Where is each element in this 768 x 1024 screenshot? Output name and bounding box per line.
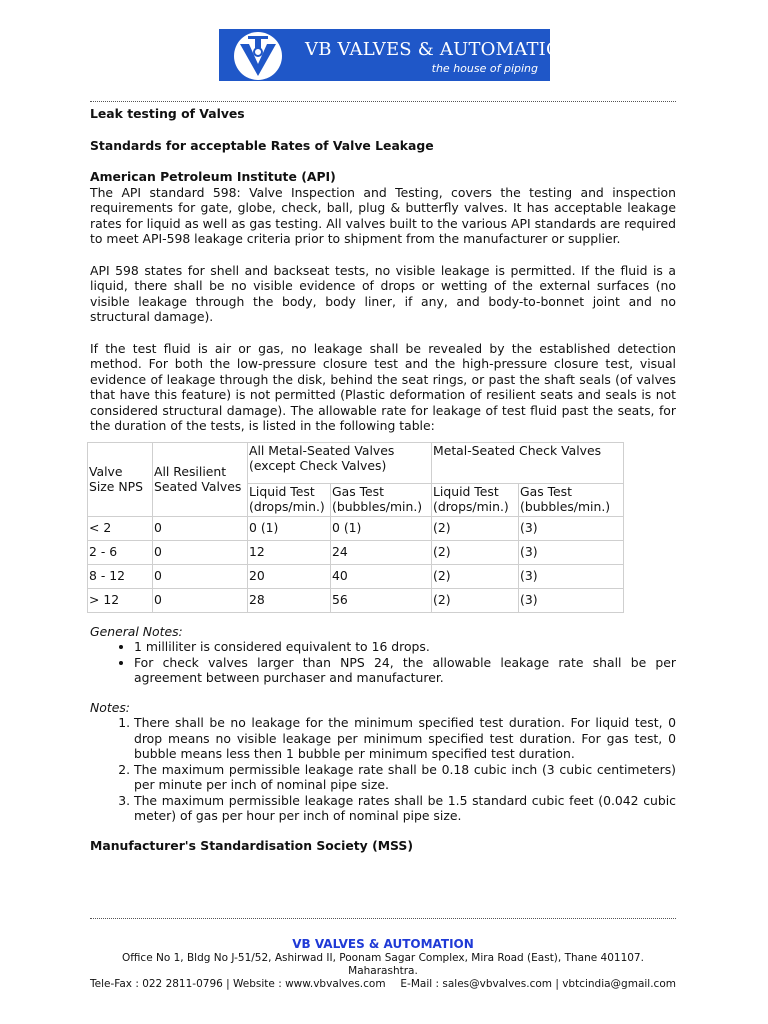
footer-email: E-Mail : sales@vbvalves.com | vbtcindia@gmail.com [400, 978, 676, 990]
logo-company-name: VB VALVES & AUTOMATION [305, 39, 577, 60]
cell-metal-gas: 24 [331, 540, 432, 564]
header-metal-gas: Gas Test (bubbles/min.) [331, 483, 432, 516]
document-subtitle: Standards for acceptable Rates of Valve Leakage [90, 137, 434, 153]
cell-check-gas: (3) [519, 588, 624, 612]
header-divider [90, 101, 676, 102]
cell-check-gas: (3) [519, 540, 624, 564]
cell-check-liquid: (2) [432, 564, 519, 588]
table-row [88, 540, 624, 564]
cell-metal-liquid: 0 (1) [248, 516, 331, 540]
page-footer [90, 937, 676, 991]
table-row [88, 564, 624, 588]
leakage-rate-table [87, 442, 624, 613]
cell-size: 8 - 12 [88, 564, 153, 588]
header-metal-seated: All Metal-Seated Valves (except Check Valves) [248, 442, 432, 483]
cell-metal-gas: 40 [331, 564, 432, 588]
header-check-valves: Metal-Seated Check Valves [432, 442, 624, 483]
cell-check-gas: (3) [519, 516, 624, 540]
cell-size: < 2 [88, 516, 153, 540]
api-paragraph-1: The API standard 598: Valve Inspection and Testing, covers the testing and inspection requirements for gate, globe, check, ball, plug & butterfly valves. It has acceptable leakage rates for liquid as well as gas testing. All valves built to the various API standards are required to meet API-598 leakage criteria prior to shipment from the manufacturer or supplier. [90, 184, 676, 246]
cell-size: > 12 [88, 588, 153, 612]
list-item: 1. There shall be no leakage for the minimum specified test duration. For liquid test, 0 drop means no visible leakage per minimum specified test duration. For gas test, 0 bubble means less then 1 bubble per minimum specified test duration. [134, 715, 676, 762]
document-body [90, 106, 676, 853]
table-row [88, 588, 624, 612]
notes-title: Notes: [90, 699, 130, 715]
header-check-liquid: Liquid Test (drops/min.) [432, 483, 519, 516]
cell-metal-liquid: 20 [248, 564, 331, 588]
cell-resilient: 0 [153, 516, 248, 540]
cell-resilient: 0 [153, 588, 248, 612]
cell-check-gas: (3) [519, 564, 624, 588]
api-paragraph-2: API 598 states for shell and backseat tests, no visible leakage is permitted. If the fluid is a liquid, there shall be no visible evidence of drops or wetting of the external surfaces (no visible leakage through the body, body liner, if any, and body-to-bonnet joint and no structural damage). [90, 262, 676, 324]
api-paragraph-3: If the test fluid is air or gas, no leakage shall be revealed by the established detection method. For both the low-pressure closure test and the high-pressure closure test, visual evidence of leakage through the disk, behind the seat rings, or past the shaft seals (of valves that have this feature) is not permitted (Plastic deformation of resilient seats and seals is not considered structural damage). The allowable rate for leakage of test fluid past the seats, for the duration of the tests, is listed in the following table: [90, 340, 676, 433]
list-item: • 1 milliliter is considered equivalent to 16 drops. [134, 639, 676, 655]
logo-tagline: the house of piping [431, 62, 538, 75]
header-metal-liquid: Liquid Test (drops/min.) [248, 483, 331, 516]
footer-company-name: VB VALVES & AUTOMATION [292, 937, 474, 951]
api-heading: American Petroleum Institute (API) [90, 169, 336, 184]
header-valve-size: Valve Size NPS [88, 442, 153, 516]
company-logo-banner [219, 29, 577, 81]
general-notes-title: General Notes: [90, 623, 183, 639]
notes-list [90, 715, 676, 824]
footer-divider [90, 918, 676, 919]
footer-phone-website: Tele-Fax : 022 2811-0796 | Website : www.vbvalves.com [90, 978, 386, 990]
table-row [88, 516, 624, 540]
list-item: 2. The maximum permissible leakage rate shall be 0.18 cubic inch (3 cubic centimeters) per minute per inch of nominal pipe size. [134, 762, 676, 793]
cell-check-liquid: (2) [432, 516, 519, 540]
cell-metal-gas: 56 [331, 588, 432, 612]
document-title: Leak testing of Valves [90, 106, 245, 121]
cell-metal-liquid: 28 [248, 588, 331, 612]
cell-check-liquid: (2) [432, 588, 519, 612]
header-check-gas: Gas Test (bubbles/min.) [519, 483, 624, 516]
cell-size: 2 - 6 [88, 540, 153, 564]
valve-logo-icon [234, 32, 282, 80]
general-notes-list [90, 639, 676, 686]
list-item: • For check valves larger than NPS 24, the allowable leakage rate shall be per agreement between purchaser and manufacturer. [134, 655, 676, 686]
cell-resilient: 0 [153, 564, 248, 588]
footer-address: Office No 1, Bldg No J-51/52, Ashirwad II, Poonam Sagar Complex, Mira Road (East), Thane 401107. Maharashtra. [122, 952, 644, 977]
cell-metal-liquid: 12 [248, 540, 331, 564]
list-item: 3. The maximum permissible leakage rates shall be 1.5 standard cubic feet (0.042 cubic meter) of gas per hour per inch of nominal pipe size. [134, 793, 676, 824]
mss-heading: Manufacturer's Standardisation Society (MSS) [90, 837, 414, 853]
cell-metal-gas: 0 (1) [331, 516, 432, 540]
cell-resilient: 0 [153, 540, 248, 564]
header-resilient: All Resilient Seated Valves [153, 442, 248, 516]
cell-check-liquid: (2) [432, 540, 519, 564]
